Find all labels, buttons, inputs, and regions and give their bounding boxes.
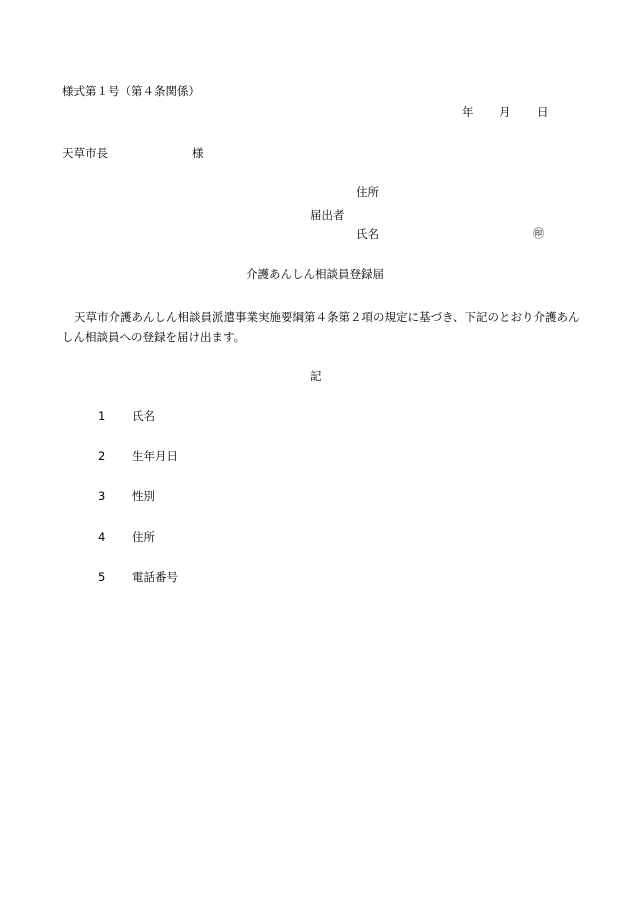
item-label: 生年月日 bbox=[132, 449, 178, 463]
item-number: 5 bbox=[98, 570, 106, 584]
item-label: 電話番号 bbox=[132, 570, 178, 584]
addressee bbox=[62, 146, 204, 160]
list-item bbox=[98, 411, 155, 423]
ki-heading: 記 bbox=[310, 369, 322, 383]
date-line bbox=[462, 107, 549, 119]
addressee-honorific: 様 bbox=[192, 146, 204, 160]
seal-icon: ㊞ bbox=[533, 227, 544, 240]
item-number: 3 bbox=[98, 489, 106, 503]
list-item bbox=[98, 491, 155, 503]
item-number: 1 bbox=[98, 409, 106, 423]
applicant-name-label: 氏名 bbox=[356, 227, 379, 241]
item-label: 氏名 bbox=[132, 409, 155, 423]
date-year: 年 bbox=[462, 105, 474, 119]
date-day: 日 bbox=[537, 105, 549, 119]
applicant-label: 届出者 bbox=[310, 208, 345, 222]
form-number: 様式第１号（第４条関係） bbox=[62, 84, 200, 98]
document-title: 介護あんしん相談員登録届 bbox=[246, 267, 384, 281]
list-item bbox=[98, 451, 178, 463]
applicant-address-label: 住所 bbox=[356, 185, 379, 199]
item-number: 4 bbox=[98, 530, 106, 544]
item-label: 住所 bbox=[132, 530, 155, 544]
addressee-name: 天草市長 bbox=[62, 146, 108, 160]
item-number: 2 bbox=[98, 449, 106, 463]
date-month: 月 bbox=[499, 105, 511, 119]
list-item bbox=[98, 572, 178, 584]
item-label: 性別 bbox=[132, 489, 155, 503]
body-paragraph: 天草市介護あんしん相談員派遣事業実施要綱第４条第２項の規定に基づき、下記のとおり介護あんしん相談員への登録を届け出ます。 bbox=[62, 310, 580, 344]
list-item bbox=[98, 532, 155, 544]
